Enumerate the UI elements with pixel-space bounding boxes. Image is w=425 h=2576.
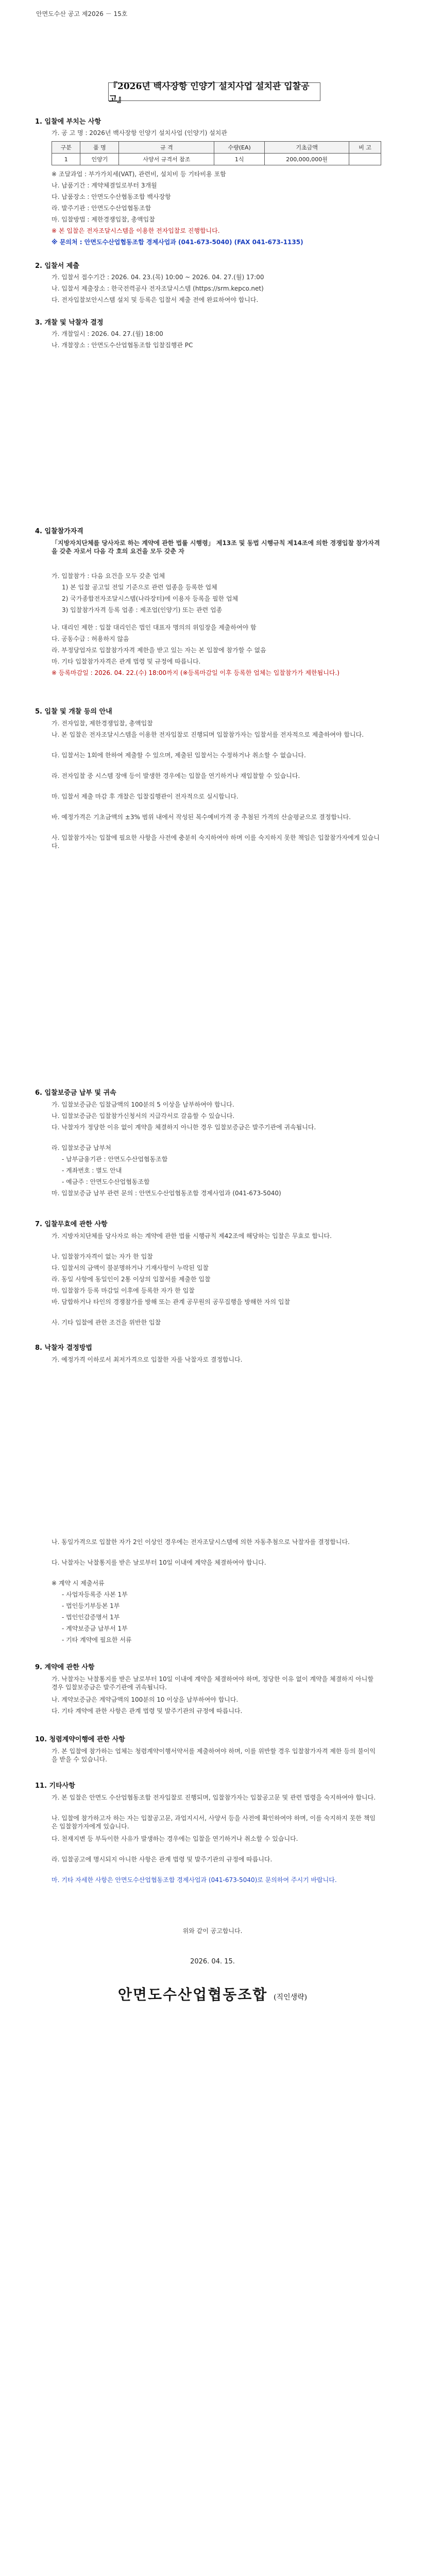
cell-division: 1 [52,154,80,165]
sec6-line-b: 나. 입찰보증금은 입찰참가신청서의 지급각서로 갈음할 수 있습니다. [52,1112,235,1120]
sec6-line-a: 가. 입찰보증금은 입찰금액의 100분의 5 이상을 납부하여야 합니다. [52,1101,234,1108]
sec2-line-b: 나. 입찰서 제출장소 : 한국전력공사 전자조달시스템 (https://srm.kepco.net) [52,285,264,292]
sec1-line-f: 마. 입찰방법 : 제한경쟁입찰, 총액입찰 [52,216,155,223]
sec8-line-g: - 법인인감증명서 1부 [62,1614,120,1621]
sec5-line-b: 나. 본 입찰은 전자조달시스템을 이용한 전자입찰로 진행되며 입찰참가자는 입찰서를 전자적으로 제출하여야 합니다. [52,731,364,738]
sec4-line-h: 라. 부정당업자로 입찰참가자격 제한을 받고 있는 자는 본 입찰에 참가할 수 없음 [52,647,266,654]
section-2-heading: 2. 입찰서 제출 [35,262,79,270]
sec6-line-d: 라. 입찰보증금 납부처 [52,1144,111,1151]
issuing-organization [0,1984,425,2004]
cell-note [349,154,381,165]
document-title-text: 『2026년 백사장항 인양기 설치사업 설치관 입찰공고』 [109,81,310,105]
sec3-line-a: 가. 개찰일시 : 2026. 04. 27.(월) 18:00 [52,330,163,337]
section-1-heading: 1. 입찰에 부치는 사항 [35,118,101,126]
sec3-line-b: 나. 개찰장소 : 안면도수산업협동조합 입찰집행관 PC [52,342,193,349]
sec7-line-g: 사. 기타 입찰에 관한 조건을 위반한 입찰 [52,1319,161,1326]
sec9-line-a: 가. 낙찰자는 낙찰통지를 받은 날로부터 10일 이내에 계약을 체결하여야 하며, 정당한 이유 없이 계약을 체결하지 아니할 경우 입찰보증금은 발주기관에 귀속됩니다. [52,1675,373,1691]
sec11-line-e: 마. 기타 자세한 사항은 안면도수산업협동조합 경제사업과 (041-673-5040)로 문의하여 주시기 바랍니다. [52,1876,337,1884]
section-10-heading: 10. 청렴계약이행에 관한 사항 [35,1736,125,1743]
sec4-line-e: 3) 입찰참가자격 등록 업종 : 제조업(인양기) 또는 관련 업종 [62,606,223,614]
sec1-line-c: 나. 납품기간 : 계약체결일로부터 3개월 [52,182,157,189]
cell-qty: 1식 [214,154,265,165]
section-3-heading: 3. 개찰 및 낙찰자 결정 [35,319,104,327]
sec7-line-b: 나. 입찰참가자격이 없는 자가 한 입찰 [52,1253,153,1260]
cell-item: 인양기 [80,154,119,165]
sec8-line-d: ※ 계약 시 제출서류 [52,1580,105,1587]
item-table-header [52,142,381,154]
sec7-line-c: 다. 입찰서의 금액이 불분명하거나 기재사항이 누락된 입찰 [52,1264,209,1272]
col-header-note: 비 고 [349,142,381,154]
section-6-heading: 6. 입찰보증금 납부 및 귀속 [35,1089,116,1097]
sec5-line-g: 사. 입찰참가자는 입찰에 필요한 사항을 사전에 충분히 숙지하여야 하며 이를 숙지하지 못한 책임은 입찰참가자에게 있습니다. [52,834,380,850]
cell-spec: 사양서 규격서 참조 [119,154,214,165]
sec11-line-d: 라. 입찰공고에 명시되지 아니한 사항은 관계 법령 및 발주기관의 규정에 따릅니다. [52,1856,273,1863]
sec4-line-a: 「지방자치단체를 당사자로 하는 계약에 관한 법률 시행령」 제13조 및 동법 시행규칙 제14조에 의한 경쟁입찰 참가자격을 갖춘 자로서 다음 각 호의 요건을 모두 갖춘 자 [52,539,380,555]
sec4-line-c: 1) 본 입찰 공고일 전일 기준으로 관련 업종을 등록한 업체 [62,584,217,591]
sec8-line-a: 가. 예정가격 이하로서 최저가격으로 입찰한 자를 낙찰자로 결정합니다. [52,1356,243,1363]
sec8-line-f: - 법인등기부등본 1부 [62,1602,120,1609]
col-header-item: 품 명 [80,142,119,154]
sec4-line-i: 마. 기타 입찰참가자격은 관계 법령 및 규정에 따릅니다. [52,658,201,665]
section-9-heading: 9. 계약에 관한 사항 [35,1664,95,1671]
sec4-line-d: 2) 국가종합전자조달시스템(나라장터)에 이용자 등록을 필한 업체 [62,595,239,602]
sec8-line-b: 나. 동일가격으로 입찰한 자가 2인 이상인 경우에는 전자조달시스템에 의한 자동추첨으로 낙찰자를 결정합니다. [52,1538,350,1546]
sec9-line-c: 다. 기타 계약에 관한 사항은 관계 법령 및 발주기관의 규정에 따릅니다. [52,1707,243,1715]
sec1-line-d: 다. 납품장소 : 안면도수산협동조합 백사장항 [52,193,171,200]
notice-number: 안면도수산 공고 제2026 － 15호 [36,10,128,18]
sec8-line-e: - 사업자등록증 사본 1부 [62,1591,128,1598]
sec1-line-g: ※ 본 입찰은 전자조달시스템을 이용한 전자입찰로 진행합니다. [52,227,220,234]
sec1-line-e: 라. 발주기관 : 안면도수산업협동조합 [52,205,151,212]
sec8-line-i: - 기타 계약에 필요한 서류 [62,1636,132,1643]
section-8-heading: 8. 낙찰자 결정방법 [35,1344,92,1352]
sec6-line-f: - 계좌번호 : 별도 안내 [62,1167,122,1174]
col-header-division: 구분 [52,142,80,154]
sec7-line-a: 가. 지방자치단체를 당사자로 하는 계약에 관한 법률 시행규칙 제42조에 해당하는 입찰은 무효로 합니다. [52,1232,332,1240]
sec10-line-a: 가. 본 입찰에 참가하는 업체는 청렴계약이행서약서를 제출하여야 하며, 이를 위반할 경우 입찰참가자격 제한 등의 불이익을 받을 수 있습니다. [52,1748,376,1763]
sec4-line-b: 가. 입찰참가 : 다음 요건을 모두 갖춘 업체 [52,572,165,580]
sec6-line-c: 다. 낙찰자가 정당한 이유 없이 계약을 체결하지 아니한 경우 입찰보증금은 발주기관에 귀속됩니다. [52,1124,316,1131]
sec11-line-a: 가. 본 입찰은 안면도 수산업협동조합 전자입찰로 진행되며, 입찰참가자는 입찰공고문 및 관련 법령을 숙지하여야 합니다. [52,1794,376,1801]
sec6-line-g: - 예금주 : 안면도수산업협동조합 [62,1178,150,1185]
seal-omitted-note: (직인생략) [274,1993,308,2002]
col-header-base-price: 기초금액 [265,142,349,154]
sec7-line-d: 라. 동일 사항에 동일인이 2통 이상의 입찰서를 제출한 입찰 [52,1276,211,1283]
table-row [52,154,381,165]
sec1-line-a: 가. 공 고 명 : 2026년 백사장항 인양기 설치사업 (인양기) 설치관 [52,129,227,137]
sec5-line-d: 라. 전자입찰 중 시스템 장애 등이 발생한 경우에는 입찰을 연기하거나 재입찰할 수 있습니다. [52,772,300,779]
col-header-qty: 수량(EA) [214,142,265,154]
sec8-line-c: 다. 낙찰자는 낙찰통지를 받은 날로부터 10일 이내에 계약을 체결하여야 합니다. [52,1559,266,1566]
sec4-line-g: 다. 공동수급 : 허용하지 않음 [52,635,129,642]
sec1-line-h: ※ 문의처 : 안면도수산업협동조합 경제사업과 (041-673-5040) (FAX 041-673-1135) [52,239,303,246]
sec1-line-b: ※ 조달과업 : 부가가치세(VAT), 관련비, 설치비 등 기타비용 포함 [52,171,226,178]
section-7-heading: 7. 입찰무효에 관한 사항 [35,1221,108,1228]
cell-base-price: 200,000,000원 [265,154,349,165]
col-header-spec: 규 격 [119,142,214,154]
sec4-line-f: 나. 대리인 제한 : 입찰 대리인은 법인 대표자 명의의 위임장을 제출하여야 함 [52,624,257,631]
section-5-heading: 5. 입찰 및 개찰 등의 안내 [35,708,112,716]
issue-date: 2026. 04. 15. [190,1958,235,1965]
sec5-line-f: 바. 예정가격은 기초금액의 ±3% 범위 내에서 작성된 복수예비가격 중 추첨된 가격의 산술평균으로 결정합니다. [52,814,351,821]
sec6-line-h: 마. 입찰보증금 납부 관련 문의 : 안면도수산업협동조합 경제사업과 (041-673-5040) [52,1190,281,1197]
sec5-line-e: 마. 입찰서 제출 마감 후 개찰은 입찰집행관이 전자적으로 실시합니다. [52,793,239,800]
organization-name: 안면도수산업협동조합 [117,1986,268,2003]
closing-statement: 위와 같이 공고합니다. [182,1927,243,1935]
sec11-line-b: 나. 입찰에 참가하고자 하는 자는 입찰공고문, 과업지시서, 사양서 등을 사전에 확인하여야 하며, 이를 숙지하지 못한 책임은 입찰참가자에게 있습니다. [52,1815,376,1830]
sec5-line-a: 가. 전자입찰, 제한경쟁입찰, 총액입찰 [52,720,153,727]
sec7-line-f: 바. 담합하거나 타인의 경쟁참가를 방해 또는 관계 공무원의 공무집행을 방해한 자의 입찰 [52,1298,291,1306]
section-11-heading: 11. 기타사항 [35,1782,75,1790]
sec6-line-e: - 납부금융기관 : 안면도수산업협동조합 [62,1156,168,1163]
sec2-line-a: 가. 입찰서 접수기간 : 2026. 04. 23.(목) 10:00 ~ 2026. 04. 27.(월) 17:00 [52,274,264,281]
sec11-line-c: 다. 천재지변 등 부득이한 사유가 발생하는 경우에는 입찰을 연기하거나 취소할 수 있습니다. [52,1835,298,1842]
document-title [108,81,320,105]
sec8-line-h: - 계약보증금 납부서 1부 [62,1625,128,1632]
sec9-line-b: 나. 계약보증금은 계약금액의 100분의 10 이상을 납부하여야 합니다. [52,1696,239,1703]
sec4-line-j: ※ 등록마감일 : 2026. 04. 22.(수) 18:00까지 (※등록마감일 이후 등록한 업체는 입찰참가가 제한됩니다.) [52,669,339,676]
section-4-heading: 4. 입찰참가자격 [35,528,83,535]
sec5-line-c: 다. 입찰서는 1회에 한하여 제출할 수 있으며, 제출된 입찰서는 수정하거나 취소할 수 없습니다. [52,752,306,759]
page-gap [0,1391,425,1392]
sec2-line-c: 다. 전자입찰보안시스템 설치 및 등록은 입찰서 제출 전에 완료하여야 합니다. [52,296,259,303]
item-table [52,141,381,165]
sec7-line-e: 마. 입찰참가 등록 마감일 이후에 등록한 자가 한 입찰 [52,1287,195,1294]
